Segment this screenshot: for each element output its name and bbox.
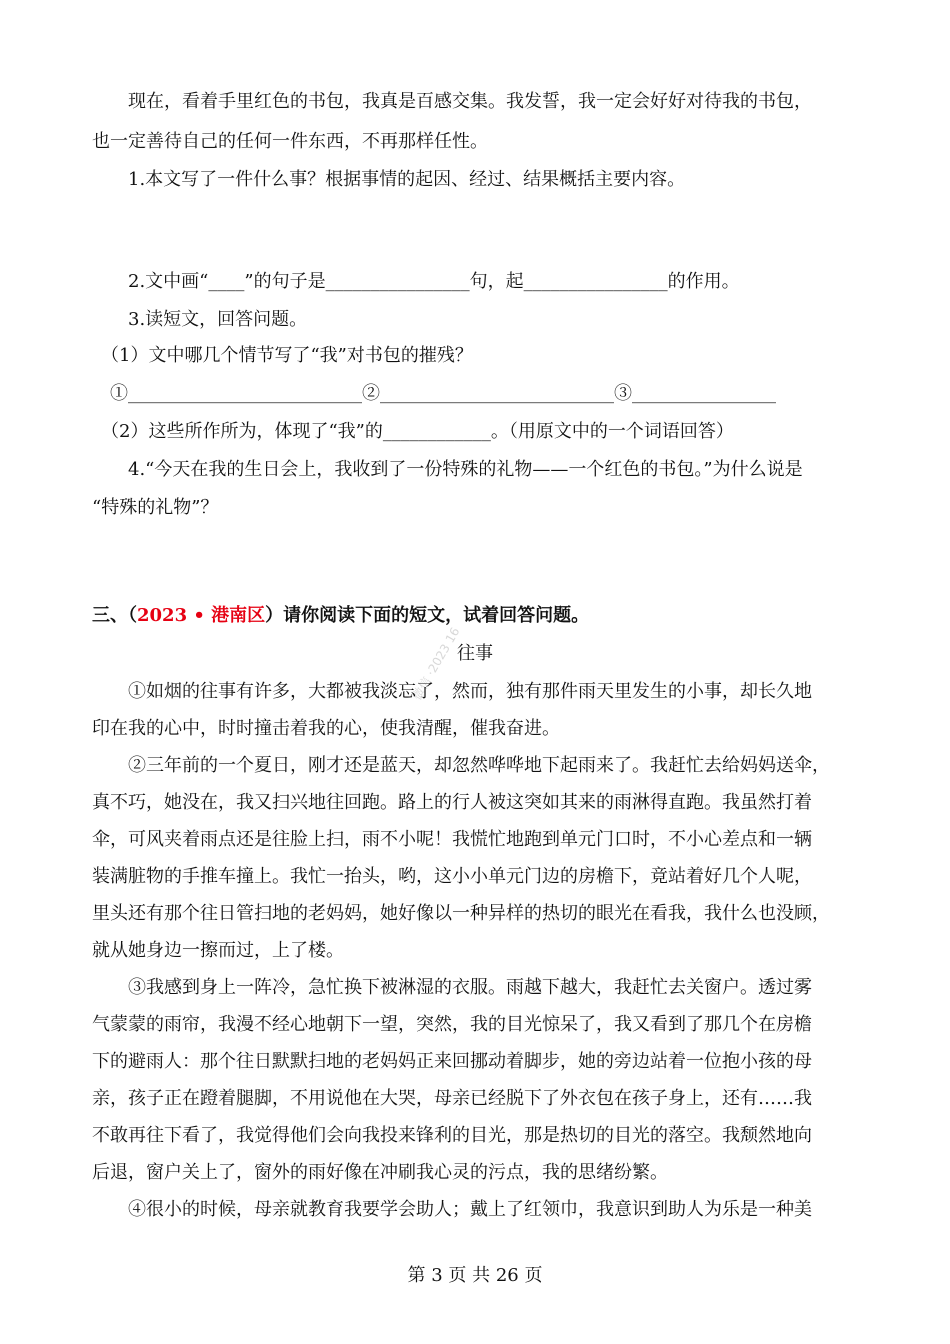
question-3-2: （2）这些所作所为，体现了“我”的____________。（用原文中的一个词语回答） [92, 421, 734, 442]
story-line: ④很小的时候，母亲就教育我要学会助人；戴上了红领巾，我意识到助人为乐是一种美 [92, 1199, 812, 1220]
section-3-prefix: 三、（ [92, 605, 137, 626]
story-line: 气蒙蒙的雨帘，我漫不经心地朝下一望，突然，我的目光惊呆了，我又看到了那几个在房檐 [92, 1014, 812, 1035]
p1-line1: 现在，看着手里红色的书包，我真是百感交集。我发誓，我一定会好好对待我的书包， [92, 91, 812, 112]
story-line: ②三年前的一个夏日，刚才还是蓝天，却忽然哗哗地下起雨来了。我赶忙去给妈妈送伞， [92, 755, 830, 776]
question-3: 3.读短文，回答问题。 [92, 309, 308, 330]
section-3-source: 2023 • 港南区 [137, 605, 266, 626]
question-3-1: （1）文中哪几个情节写了“我”对书包的摧残？ [92, 345, 473, 366]
story-line: 后退，窗户关上了，窗外的雨好像在冲刷我心灵的污点，我的思绪纷繁。 [92, 1162, 668, 1183]
question-4-line1: 4.“今天在我的生日会上，我收到了一份特殊的礼物——一个红色的书包。”为什么说是 [92, 459, 803, 480]
story-line: 伞，可风夹着雨点还是往脸上扫，雨不小呢！我慌忙地跑到单元门口时，不小心差点和一辆 [92, 829, 812, 850]
page-footer: 第 3 页 共 26 页 [407, 1265, 543, 1286]
section-3-suffix: ）请你阅读下面的短文，试着回答问题。 [265, 605, 590, 626]
story-line: ③我感到身上一阵冷，急忙换下被淋湿的衣服。雨越下越大，我赶忙去关窗户。透过雾 [92, 977, 812, 998]
question-1: 1.本文写了一件什么事？根据事情的起因、经过、结果概括主要内容。 [92, 169, 686, 190]
story-line: 亲，孩子正在蹬着腿脚，不用说他在大哭，母亲已经脱下了外衣包在孩子身上，还有……我 [92, 1088, 812, 1109]
story-title: 往事 [457, 643, 493, 664]
story-line: ①如烟的往事有许多，大都被我淡忘了，然而，独有那件雨天里发生的小事，却长久地 [92, 681, 812, 702]
section-3-heading [92, 604, 950, 628]
p1-line2: 也一定善待自己的任何一件东西，不再那样任性。 [92, 131, 488, 152]
story-line: 真不巧，她没在，我又扫兴地往回跑。路上的行人被这突如其来的雨淋得直跑。我虽然打着 [92, 792, 812, 813]
story-line: 里头还有那个往日管扫地的老妈妈，她好像以一种异样的热切的眼光在看我，我什么也没顾， [92, 903, 830, 924]
question-3-blanks: ①__________________________②__________________________③________________ [92, 383, 776, 404]
question-4-line2: “特殊的礼物”？ [92, 497, 219, 518]
story-line: 不敢再往下看了，我觉得他们会向我投来锋利的目光，那是热切的目光的落空。我颓然地向 [92, 1125, 812, 1146]
story-line: 印在我的心中，时时撞击着我的心，使我清醒，催我奋进。 [92, 718, 560, 739]
watermark: 微信 ·2023 16 [409, 625, 463, 703]
story-line: 就从她身边一擦而过，上了楼。 [92, 940, 344, 961]
question-2: 2.文中画“____”的句子是________________句，起________________的作用。 [92, 271, 740, 292]
story-line: 装满脏物的手推车撞上。我忙一抬头，哟，这小小单元门边的房檐下，竟站着好几个人呢， [92, 866, 812, 887]
story-line: 下的避雨人：那个往日默默扫地的老妈妈正来回挪动着脚步，她的旁边站着一位抱小孩的母 [92, 1051, 812, 1072]
